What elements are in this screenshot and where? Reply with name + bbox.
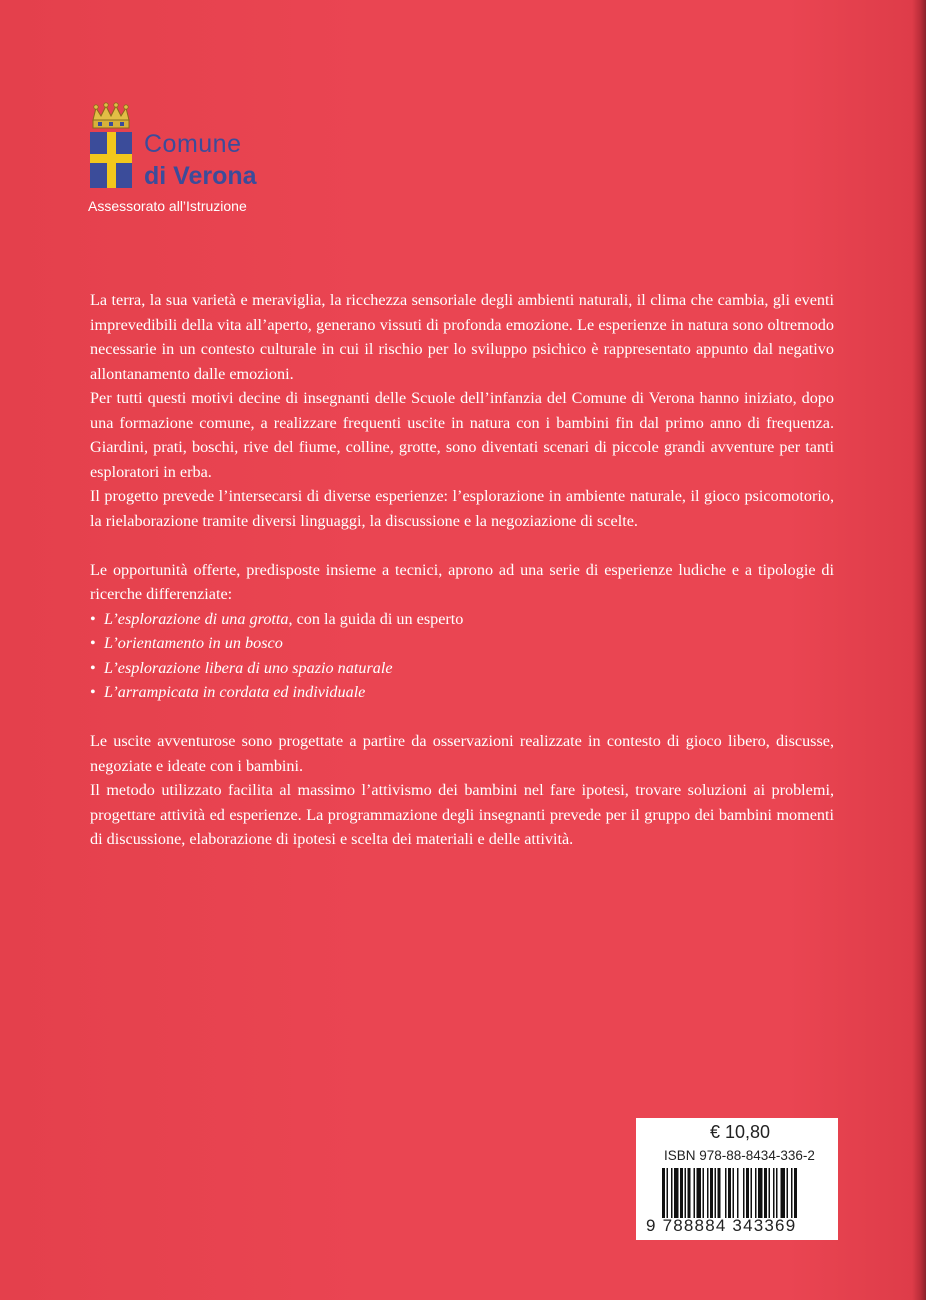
bullet-list [90,607,834,705]
list-item [90,680,834,705]
list-item [90,656,834,681]
barcode-bar [694,1168,696,1218]
barcode-bar [794,1168,797,1218]
barcode-bar [773,1168,775,1218]
comune-di-verona-logo [88,100,348,220]
barcode-bar [737,1168,739,1218]
logo-subtitle: Assessorato all’Istruzione [88,198,247,214]
list-item-italic: L’arrampicata in cordata ed individuale [104,683,366,701]
barcode-bar [725,1168,727,1218]
barcode-bar [746,1168,749,1218]
barcode-bar [776,1168,778,1218]
barcode-bar [751,1168,753,1218]
paragraph-6: Il metodo utilizzato facilita al massimo l’attivismo dei bambini nel fare ipotesi, trovare soluzioni ai problemi, progettare attività ed esperienze. La programmazione degli insegnanti prevede per il gruppo dei bambini momenti di discussione, elaborazione di ipotesi e scelta dei materiali e delle attività. [90,781,834,848]
barcode-bar [787,1168,789,1218]
barcode-bar [718,1168,721,1218]
page-edge-shadow [912,0,926,1300]
list-item [90,631,834,656]
barcode-bar [703,1168,705,1218]
list-item-italic: L’esplorazione di una grotta [104,609,289,628]
barcode-bar [733,1168,735,1218]
barcode-bar [728,1168,731,1218]
barcode-bar [764,1168,767,1218]
barcode-bar [688,1168,691,1218]
barcode-bar [707,1168,709,1218]
barcode-bar [769,1168,771,1218]
paragraph-5: Le uscite avventurose sono progettate a partire da osservazioni realizzate in contesto di gioco libero, discusse, negoziate e ideate con i bambini. [90,732,834,775]
paragraph-1: La terra, la sua varietà e meraviglia, la ricchezza sensoriale degli ambienti naturali, il clima che cambia, gli eventi imprevedibili della vita all’aperto, generano vissuti di profonda emozione. Le esperienze in natura sono oltremodo necessarie in un contesto culturale in cui il rischio per lo sviluppo psichico è rappresentato appunto dal negativo allontanamento dalle emozioni. [90,291,834,383]
bullet-marker: • [90,609,96,628]
list-item-italic: L’orientamento in un bosco [104,634,283,652]
barcode-bar [667,1168,669,1218]
barcode-bar [710,1168,713,1218]
list-item-rest: , con la guida di un esperto [288,609,464,628]
barcode-bar [662,1168,665,1218]
barcode-digits: 9 788884 343369 [646,1216,797,1235]
isbn-number: ISBN 978-88-8434-336-2 [664,1148,815,1163]
bullet-marker: • [90,634,96,652]
paragraph-2: Per tutti questi motivi decine di insegnanti delle Scuole dell’infanzia del Comune di Verona hanno iniziato, dopo una formazione comune, a realizzare frequenti uscite in natura con i bambini fin dal primo anno di frequenza. Giardini, prati, boschi, rive del fiume, colline, grotte, sono diventati scenari di piccole grandi avventure per tanti esploratori in erba. [90,389,834,481]
barcode-bar [781,1168,786,1218]
barcode-bar [755,1168,757,1218]
paragraph-4: Le opportunità offerte, predisposte insieme a tecnici, aprono ad una serie di esperienze ludiche e a tipologie di ricerche differenziate: [90,560,834,603]
barcode-bar [715,1168,717,1218]
price-barcode-label [636,1118,838,1240]
bullet-marker: • [90,658,96,677]
barcode-bar [674,1168,679,1218]
barcode-icon [662,1168,830,1218]
barcode-bar [680,1168,683,1218]
paragraph-3: Il progetto prevede l’intersecarsi di diverse esperienze: l’esplorazione in ambiente naturale, il gioco psicomotorio, la rielaborazione tramite diversi linguaggi, la discussione e la negoziazione di scelte. [90,487,834,530]
shield-icon [90,132,132,188]
crown-icon [90,102,132,130]
bullet-marker: • [90,683,96,701]
barcode-bar [671,1168,673,1218]
price: € 10,80 [709,1122,770,1142]
cover-blurb [90,288,834,852]
barcode-bar [697,1168,702,1218]
barcode-bar [758,1168,763,1218]
logo-text-comune: Comune [144,130,242,158]
barcode-bar [791,1168,793,1218]
logo-text-di-verona: di Verona [144,162,257,190]
list-item [90,607,834,632]
list-item-italic: L’esplorazione libera di uno spazio naturale [104,658,393,677]
barcode-bar [685,1168,687,1218]
barcode-bar [743,1168,745,1218]
